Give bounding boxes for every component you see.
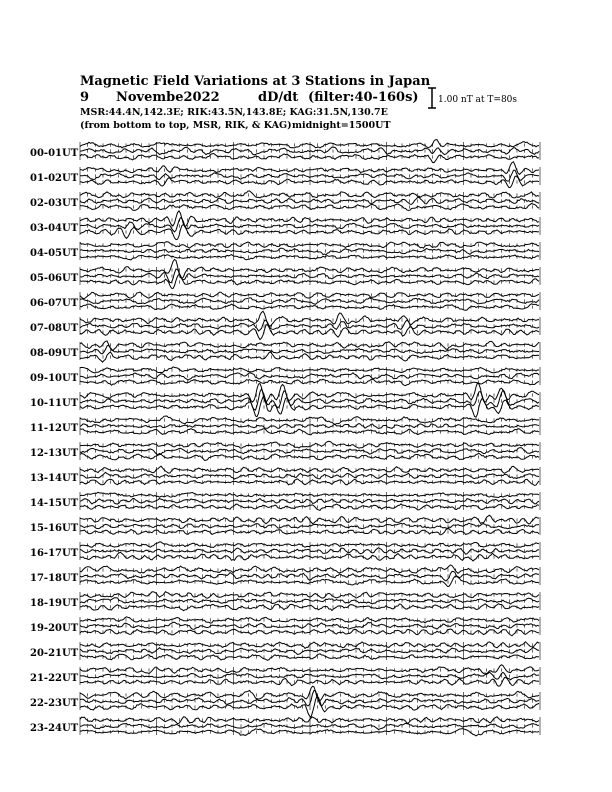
chart-title: Magnetic Field Variations at 3 Stations in Japan (80, 74, 431, 89)
minute-ticks (80, 154, 540, 160)
minute-ticks (80, 292, 540, 298)
trace-row (30, 292, 540, 310)
minute-ticks (80, 467, 540, 473)
quantity-label: dD/dt (258, 90, 299, 105)
filter-label: (filter:40-160s) (308, 90, 419, 105)
row-label: 21-22UT (30, 673, 79, 684)
minute-ticks (80, 473, 540, 479)
scale-bar (428, 88, 517, 108)
row-label: 23-24UT (30, 723, 79, 734)
trace-row (30, 492, 540, 510)
order-note: (from bottom to top, MSR, RIK, & KAG) (80, 120, 292, 131)
trace-row (30, 311, 540, 339)
trace-row (30, 665, 540, 687)
trace-row (30, 140, 540, 163)
stations-label: MSR:44.4N,142.3E; RIK:43.5N,143.8E; KAG:31.5N,130.7E (80, 107, 388, 118)
row-label: 20-21UT (30, 648, 79, 659)
minute-ticks (80, 529, 540, 535)
minute-ticks (80, 429, 540, 435)
minute-ticks (80, 604, 540, 610)
minute-ticks (80, 704, 540, 710)
minute-ticks (80, 367, 540, 373)
minute-ticks (80, 454, 540, 460)
scale-label: 1.00 nT at T=80s (438, 95, 518, 105)
minute-ticks (80, 692, 540, 698)
trace-row (30, 341, 540, 362)
minute-ticks (80, 648, 540, 654)
row-label: 22-23UT (30, 698, 79, 709)
row-label: 16-17UT (30, 548, 79, 559)
row-label: 11-12UT (30, 423, 79, 434)
minute-ticks (80, 567, 540, 573)
row-label: 00-01UT (30, 148, 79, 159)
minute-ticks (80, 217, 540, 223)
row-label: 19-20UT (30, 623, 79, 634)
minute-ticks (80, 354, 540, 360)
minute-ticks (80, 442, 540, 448)
minute-ticks (80, 254, 540, 260)
trace-row (30, 717, 540, 736)
minute-ticks (80, 317, 540, 323)
row-label: 15-16UT (30, 523, 79, 534)
minute-ticks (80, 573, 540, 579)
trace-row (30, 416, 540, 435)
minute-ticks (80, 242, 540, 248)
minute-ticks (80, 392, 540, 398)
minute-ticks (80, 373, 540, 379)
row-label: 07-08UT (30, 323, 79, 334)
minute-ticks (80, 279, 540, 285)
row-label: 08-09UT (30, 348, 79, 359)
row-label: 12-13UT (30, 448, 79, 459)
minute-ticks (80, 379, 540, 385)
minute-ticks (80, 298, 540, 304)
minute-ticks (80, 204, 540, 210)
trace-row (30, 565, 540, 587)
minute-ticks (80, 667, 540, 673)
minute-ticks (80, 323, 540, 329)
minute-ticks (80, 542, 540, 548)
trace-row (30, 162, 540, 188)
row-label: 02-03UT (30, 198, 79, 209)
midnight-note: midnight=1500UT (292, 120, 391, 131)
trace-row (30, 592, 540, 611)
minute-ticks (80, 348, 540, 354)
trace-row (30, 441, 540, 460)
trace-row (30, 383, 540, 417)
station-trace (80, 162, 539, 175)
minute-ticks (80, 679, 540, 685)
minute-ticks (80, 179, 540, 185)
row-label: 09-10UT (30, 373, 79, 384)
minute-ticks (80, 717, 540, 723)
trace-rows (30, 140, 540, 736)
trace-row (30, 242, 540, 260)
trace-row (30, 617, 540, 636)
trace-row (30, 642, 540, 661)
row-label: 17-18UT (30, 573, 79, 584)
row-label: 03-04UT (30, 223, 79, 234)
row-label: 01-02UT (30, 173, 79, 184)
date-month-year: Novembe2022 (116, 90, 220, 105)
minute-ticks (80, 517, 540, 523)
row-label: 06-07UT (30, 298, 79, 309)
minute-ticks (80, 198, 540, 204)
trace-row (30, 515, 540, 535)
trace-row (30, 191, 540, 211)
minute-ticks (80, 723, 540, 729)
minute-ticks (80, 729, 540, 735)
minute-ticks (80, 192, 540, 198)
row-label: 14-15UT (30, 498, 79, 509)
minute-ticks (80, 698, 540, 704)
minute-ticks (80, 617, 540, 623)
row-label: 04-05UT (30, 248, 79, 259)
trace-row (30, 259, 540, 288)
trace-row (30, 542, 540, 561)
minute-ticks (80, 304, 540, 310)
row-label: 05-06UT (30, 273, 79, 284)
row-label: 13-14UT (30, 473, 79, 484)
minute-ticks (80, 492, 540, 498)
minute-ticks (80, 417, 540, 423)
minute-ticks (80, 423, 540, 429)
row-label: 18-19UT (30, 598, 79, 609)
trace-row (30, 367, 540, 386)
date-day: 9 (80, 90, 90, 105)
minute-ticks (80, 598, 540, 604)
header (80, 74, 431, 131)
minute-ticks (80, 479, 540, 485)
trace-row (30, 466, 540, 485)
row-label: 10-11UT (30, 398, 79, 409)
trace-row (30, 686, 540, 717)
trace-row (30, 211, 540, 240)
minute-ticks (80, 498, 540, 504)
